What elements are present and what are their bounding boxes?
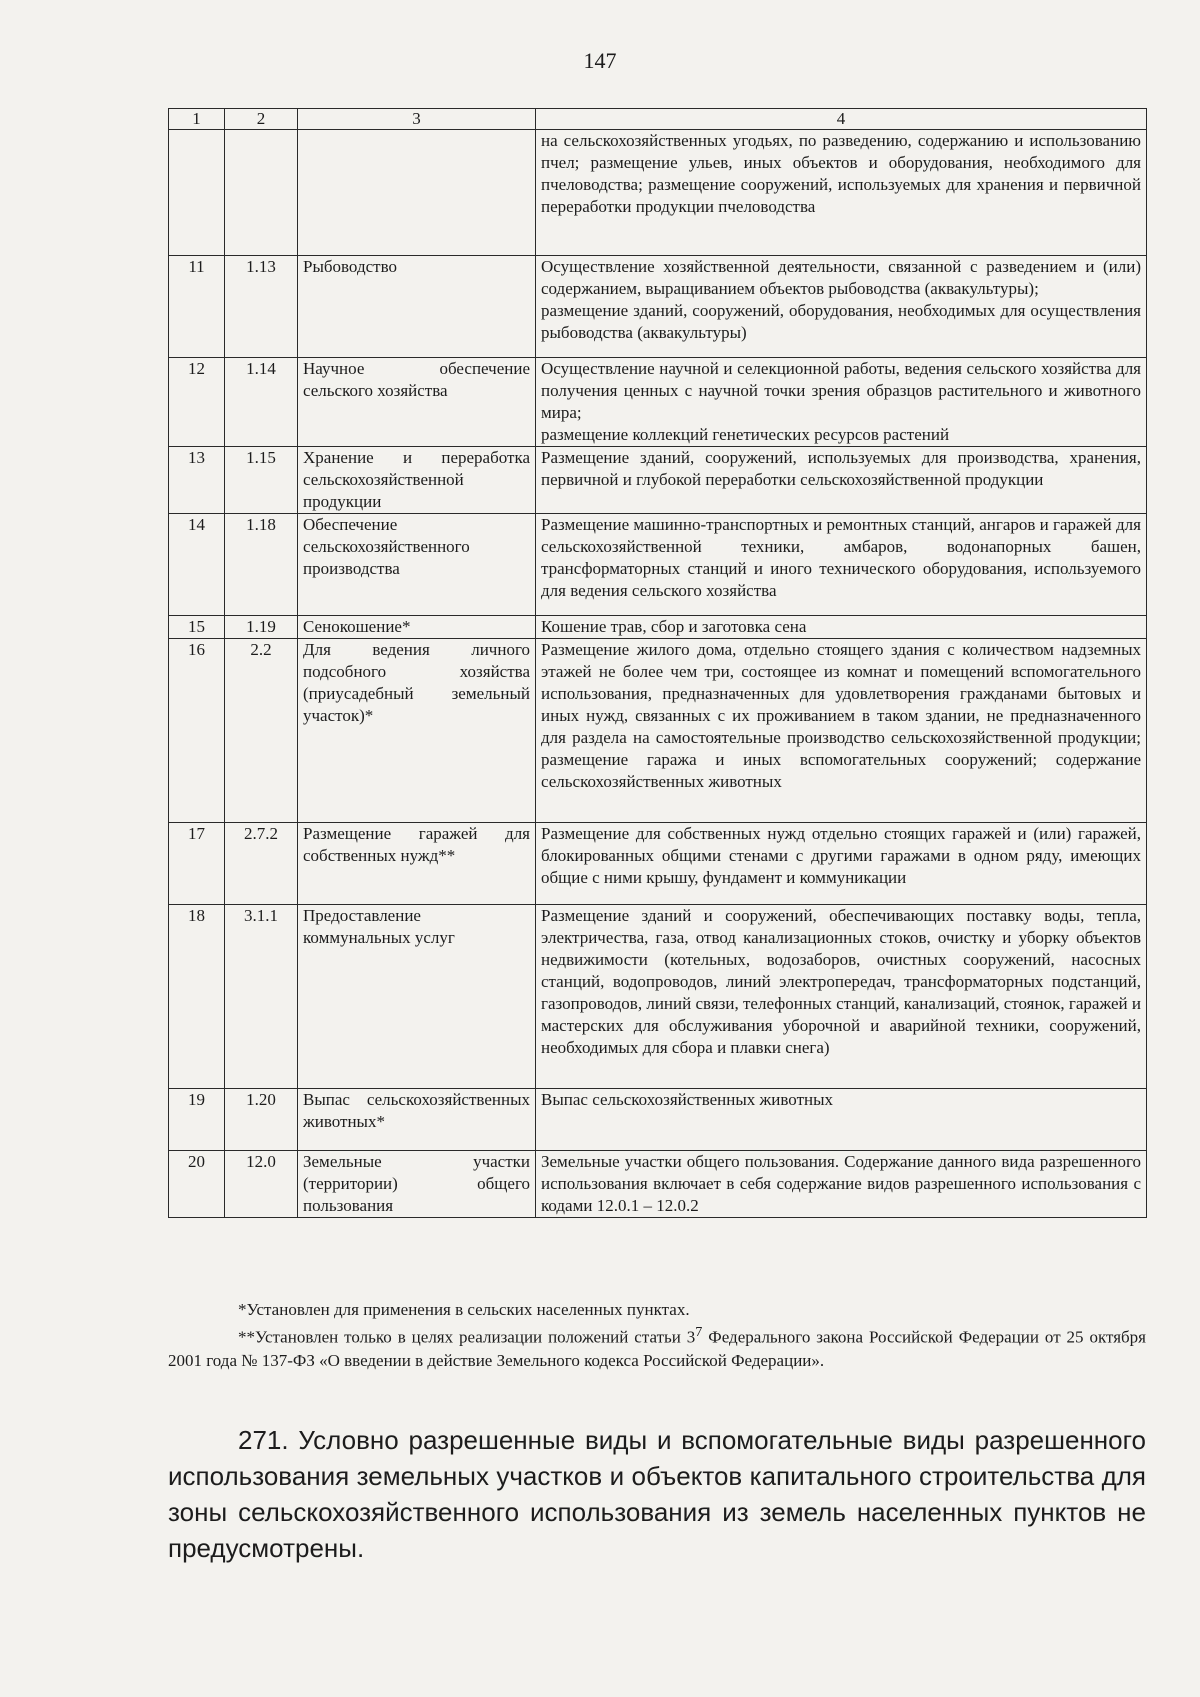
table-header-row [169, 109, 1147, 130]
code-cell: 3.1.1 [225, 905, 298, 1089]
code-cell: 2.7.2 [225, 823, 298, 905]
table-row [169, 256, 1147, 358]
clause-text: Условно разрешенные виды и вспомогательные виды разрешенного использования земельных участков и объектов капитального строительства для зоны сельскохозяйственного использования из земель населенных пунктов не предусмотрены. [168, 1425, 1146, 1563]
table-row [169, 616, 1147, 639]
use-name-cell: Сенокошение* [298, 616, 536, 639]
use-name-cell: Для ведения личного подсобного хозяйства (приусадебный земельный участок)* [298, 639, 536, 823]
row-number-cell: 15 [169, 616, 225, 639]
header-col-2: 2 [225, 109, 298, 130]
table-row [169, 358, 1147, 447]
footnote-superscript: 7 [695, 1324, 703, 1340]
code-cell: 1.19 [225, 616, 298, 639]
description-cell: Кошение трав, сбор и заготовка сена [536, 616, 1147, 639]
table-row [169, 823, 1147, 905]
table-row [169, 639, 1147, 823]
footnote-garages-text-start: **Установлен только в целях реализации положений статьи 3 [238, 1327, 696, 1347]
row-number-cell: 17 [169, 823, 225, 905]
header-col-4: 4 [536, 109, 1147, 130]
row-number-cell: 13 [169, 447, 225, 514]
use-name-cell: Земельные участки (территории) общего пользования [298, 1151, 536, 1218]
row-number-cell: 16 [169, 639, 225, 823]
row-number-cell [169, 130, 225, 256]
row-number-cell: 19 [169, 1089, 225, 1151]
clause-paragraph [168, 1422, 1146, 1566]
use-name-cell: Предоставление коммунальных услуг [298, 905, 536, 1089]
table-row [169, 905, 1147, 1089]
code-cell [225, 130, 298, 256]
table-row [169, 514, 1147, 616]
page-number: 147 [583, 48, 617, 73]
land-use-table [168, 108, 1147, 1218]
description-cell: Размещение зданий и сооружений, обеспечивающих поставку воды, тепла, электричества, газа, отвод канализационных стоков, очистку и уборку объектов недвижимости (котельных, водозаборов, очистных сооружений, насосных станций, водопроводов, линий электропередач, трансформаторных подстанций, газопроводов, линий связи, телефонных станций, канализаций, стоянок, гаражей и мастерских для обслуживания уборочной и аварийной техники, сооружений, необходимых для сбора и плавки снега) [536, 905, 1147, 1089]
code-cell: 1.14 [225, 358, 298, 447]
use-name-cell [298, 130, 536, 256]
use-name-cell: Размещение гаражей для собственных нужд** [298, 823, 536, 905]
code-cell: 1.15 [225, 447, 298, 514]
use-name-cell: Рыбоводство [298, 256, 536, 358]
code-cell: 1.18 [225, 514, 298, 616]
code-cell: 1.20 [225, 1089, 298, 1151]
description-cell: Осуществление научной и селекционной работы, ведения сельского хозяйства для получения ценных с научной точки зрения образцов растительного и животного мира; размещение коллекций генетических ресурсов растений [536, 358, 1147, 447]
row-number-cell: 12 [169, 358, 225, 447]
description-cell: Выпас сельскохозяйственных животных [536, 1089, 1147, 1151]
table-row [169, 1089, 1147, 1151]
footnote-garages [168, 1321, 1146, 1372]
row-number-cell: 20 [169, 1151, 225, 1218]
table-body [169, 130, 1147, 1218]
description-cell: на сельскохозяйственных угодьях, по разведению, содержанию и использованию пчел; размещение ульев, иных объектов и оборудования, необходимого для пчеловодства; размещение сооружений, используемых для хранения и первичной переработки продукции пчеловодства [536, 130, 1147, 256]
clause-number: 271. [238, 1425, 289, 1455]
description-cell: Размещение зданий, сооружений, используемых для производства, хранения, первичной и глубокой переработки сельскохозяйственной продукции [536, 447, 1147, 514]
description-cell: Размещение жилого дома, отдельно стоящего здания с количеством надземных этажей не более чем три, состоящее из комнат и помещений вспомогательного использования, предназначенных для удовлетворения гражданами бытовых и иных нужд, связанных с их проживанием в таком здании, не предназначенного для раздела на самостоятельные производство сельскохозяйственной продукции; размещение гаража и иных вспомогательных сооружений; содержание сельскохозяйственных животных [536, 639, 1147, 823]
use-name-cell: Хранение и переработка сельскохозяйственной продукции [298, 447, 536, 514]
description-cell: Земельные участки общего пользования. Содержание данного вида разрешенного использования включает в себя содержание видов разрешенного использования с кодами 12.0.1 – 12.0.2 [536, 1151, 1147, 1218]
use-name-cell: Обеспечение сельскохозяйственного производства [298, 514, 536, 616]
description-cell: Размещение машинно-транспортных и ремонтных станций, ангаров и гаражей для сельскохозяйственной техники, амбаров, водонапорных башен, трансформаторных станций и иного технического оборудования, используемого для ведения сельского хозяйства [536, 514, 1147, 616]
row-number-cell: 18 [169, 905, 225, 1089]
description-cell: Осуществление хозяйственной деятельности, связанной с разведением и (или) содержанием, выращиванием объектов рыбоводства (аквакультуры); размещение зданий, сооружений, оборудования, необходимых для осуществления рыбоводства (аквакультуры) [536, 256, 1147, 358]
header-col-3: 3 [298, 109, 536, 130]
table-row [169, 130, 1147, 256]
row-number-cell: 14 [169, 514, 225, 616]
row-number-cell: 11 [169, 256, 225, 358]
table-row [169, 447, 1147, 514]
description-cell: Размещение для собственных нужд отдельно стоящих гаражей и (или) гаражей, блокированных общими стенами с другими гаражами в одном ряду, имеющих общие с ними крышу, фундамент и коммуникации [536, 823, 1147, 905]
clause-271 [168, 1422, 1146, 1566]
use-name-cell: Выпас сельскохозяйственных животных* [298, 1089, 536, 1151]
code-cell: 12.0 [225, 1151, 298, 1218]
footnote-garages-text-end: Федерального закона Российской Федерации от 25 октября 2001 года № 137-ФЗ «О введении в действие Земельного кодекса Российской Федерации». [168, 1327, 1147, 1370]
header-col-1: 1 [169, 109, 225, 130]
use-name-cell: Научное обеспечение сельского хозяйства [298, 358, 536, 447]
table-row [169, 1151, 1147, 1218]
code-cell: 1.13 [225, 256, 298, 358]
footnotes [168, 1298, 1146, 1372]
footnote-rural: *Установлен для применения в сельских населенных пунктах. [238, 1300, 690, 1319]
code-cell: 2.2 [225, 639, 298, 823]
